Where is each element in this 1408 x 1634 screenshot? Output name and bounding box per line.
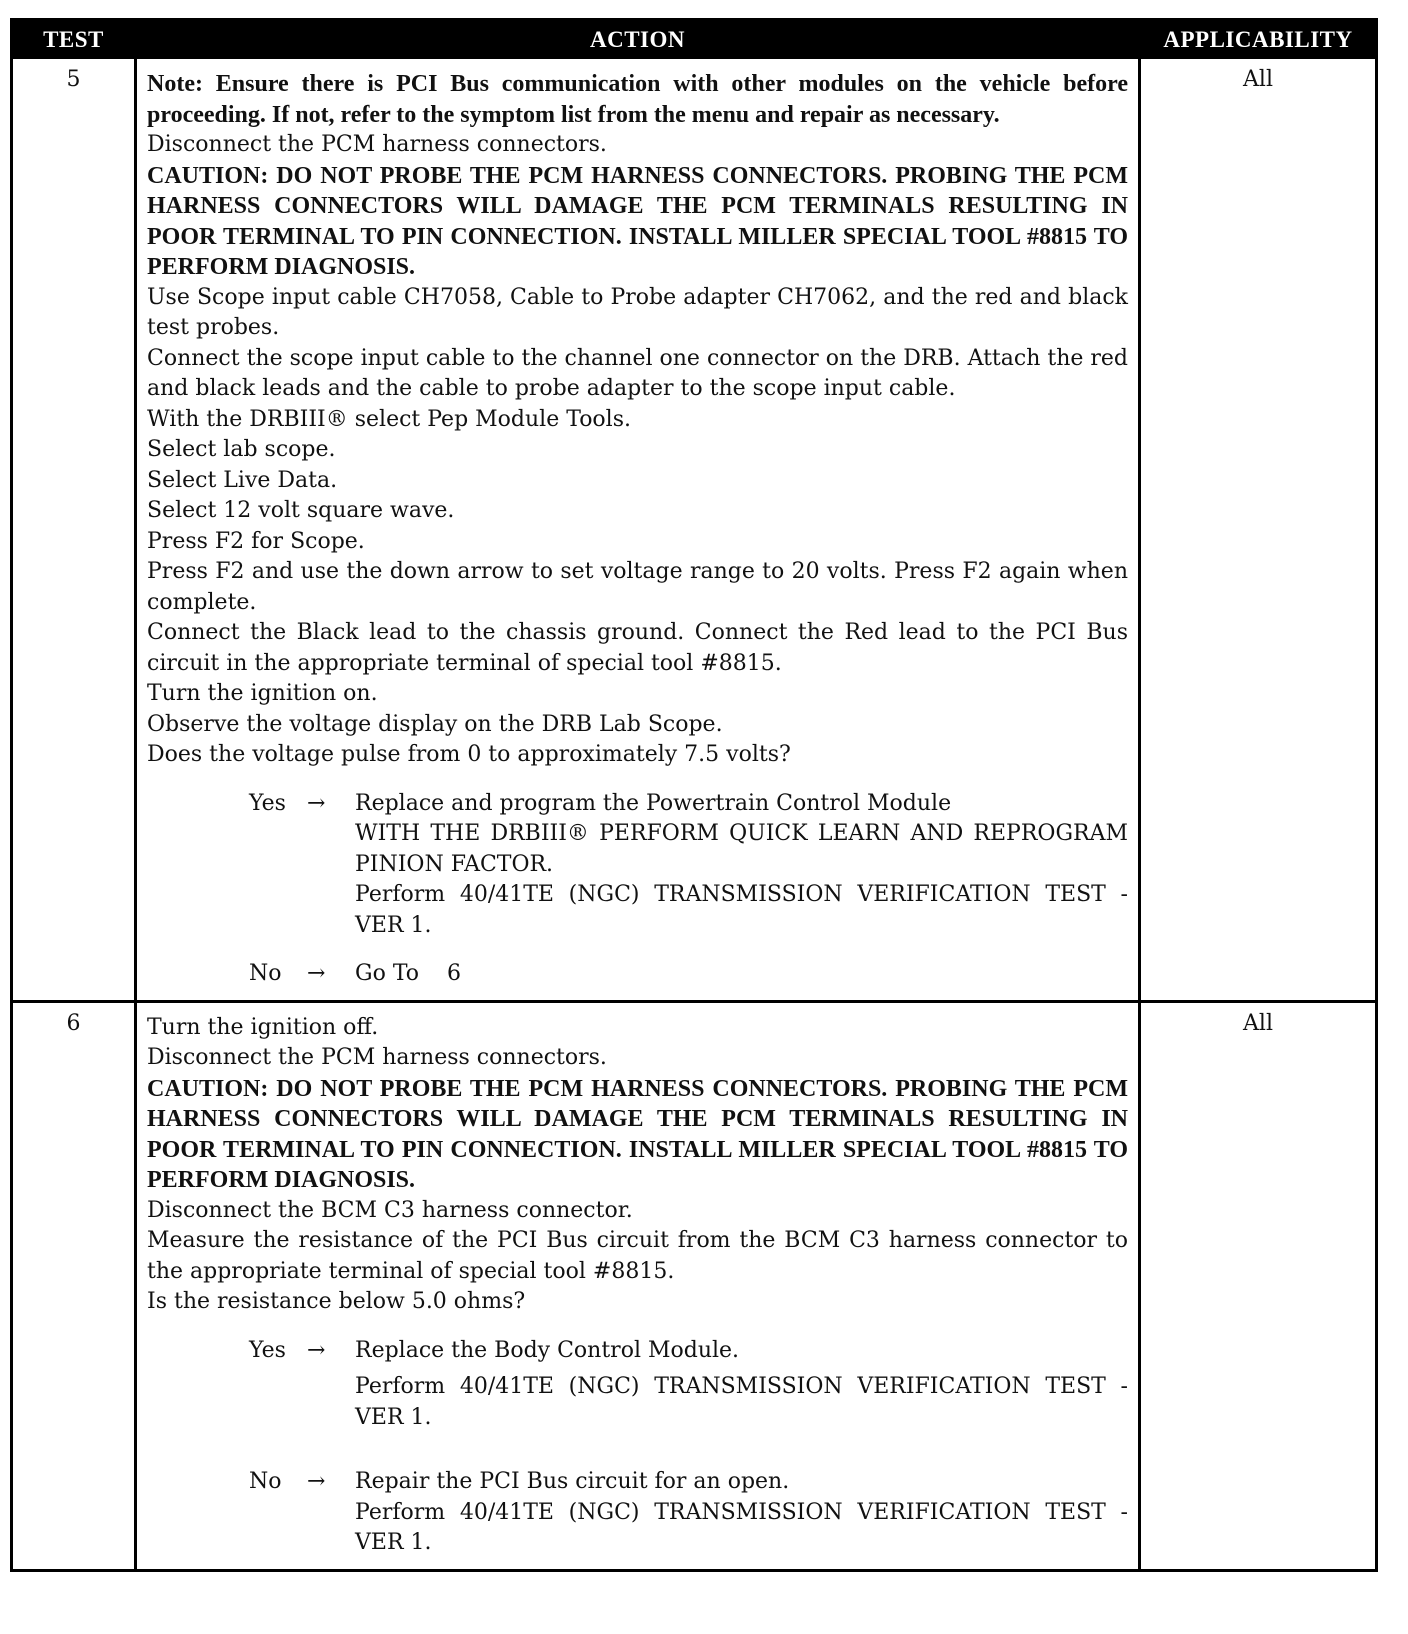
step-text: Press F2 for Scope. [147,528,365,554]
step-text: Turn the ignition on. [147,681,378,706]
header-action: ACTION [589,27,685,52]
header-applicability: APPLICABILITY [1163,27,1353,52]
result-line: Repair the PCI Bus circuit for an open. [355,1469,790,1494]
right-arrow-icon: → [307,790,326,816]
step-text: Use Scope input cable CH7058, Cable to Probe adapter CH7062, and the red and black test probes. [147,284,1128,340]
result-line: Replace the Body Control Module. [355,1337,740,1363]
yes-label: Yes [249,790,286,816]
step-text: Disconnect the PCM harness connectors. [147,132,607,157]
test-number: 5 [66,67,81,92]
applicability-value: All [1243,1010,1273,1036]
action-cell [134,1003,1141,1569]
table-row-test-6 [13,1000,1375,1569]
no-result [355,959,1128,990]
no-label: No [249,1469,282,1494]
result-line: Go To 6 [355,961,461,986]
yes-option [249,789,1128,942]
result-line: Perform 40/41TE (NGC) TRANSMISSION VERIFICATION TEST - VER 1. [355,882,1128,938]
no-result [355,1467,1128,1559]
yes-label: Yes [249,1337,286,1363]
right-arrow-icon: → [307,1469,326,1494]
result-line: Perform 40/41TE (NGC) TRANSMISSION VERIFICATION TEST - VER 1. [355,1374,1128,1430]
applicability-value: All [1243,67,1273,92]
step-text: Select 12 volt square wave. [147,498,455,523]
no-label: No [249,961,282,986]
step-text: Select Live Data. [147,467,338,493]
yes-result [355,789,1128,942]
step-text: Observe the voltage display on the DRB Lab Scope. [147,711,723,737]
right-arrow-icon: → [307,1337,326,1363]
test-number: 6 [66,1010,81,1036]
result-line: WITH THE DRBIII® PERFORM QUICK LEARN AND REPROGRAM PINION FACTOR. [355,821,1128,877]
no-option [249,959,1128,990]
result-line: Perform 40/41TE (NGC) TRANSMISSION VERIFICATION TEST - VER 1. [355,1499,1128,1555]
right-arrow-icon: → [307,961,326,986]
yes-option [249,1336,1128,1434]
step-text: Select lab scope. [147,437,336,462]
step-text: Press F2 and use the down arrow to set voltage range to 20 volts. Press F2 again when complete. [147,559,1128,615]
step-text: Turn the ignition off. [147,1014,379,1040]
step-text: Connect the scope input cable to the channel one connector on the DRB. Attach the red and black leads and the cable to probe adapter to the scope input cable. [147,345,1128,401]
step-text: Disconnect the PCM harness connectors. [147,1045,607,1070]
yes-result [355,1336,1128,1434]
step-text: Measure the resistance of the PCI Bus circuit from the BCM C3 harness connector to the appropriate terminal of special tool #8815. [147,1228,1128,1284]
step-text: With the DRBIII® select Pep Module Tools. [147,406,631,432]
caution-text: CAUTION: DO NOT PROBE THE PCM HARNESS CONNECTORS. PROBING THE PCM HARNESS CONNECTORS WILL DAMAGE THE PCM TERMINALS RESULTING IN POOR TERMINAL TO PIN CONNECTION. INSTALL MILLER SPECIAL TOOL #8815 TO PERFORM DIAGNOSIS. [147,1075,1128,1193]
question-text: Does the voltage pulse from 0 to approximately 7.5 volts? [147,742,791,767]
diagnostic-table [10,18,1378,1572]
question-text: Is the resistance below 5.0 ohms? [147,1289,526,1314]
step-text: Connect the Black lead to the chassis ground. Connect the Red lead to the PCI Bus circuit in the appropriate terminal of special tool #8815. [147,620,1128,676]
caution-text: CAUTION: DO NOT PROBE THE PCM HARNESS CONNECTORS. PROBING THE PCM HARNESS CONNECTORS WILL DAMAGE THE PCM TERMINALS RESULTING IN POOR TERMINAL TO PIN CONNECTION. INSTALL MILLER SPECIAL TOOL #8815 TO PERFORM DIAGNOSIS. [147,162,1128,280]
table-header [13,21,1375,59]
action-cell [134,59,1141,1000]
note-text: Note: Ensure there is PCI Bus communication with other modules on the vehicle before proceeding. If not, refer to the symptom list from the menu and repair as necessary. [147,71,1128,128]
header-test: TEST [43,27,104,52]
no-option [249,1467,1128,1559]
step-text: Disconnect the BCM C3 harness connector. [147,1197,633,1223]
result-line: Replace and program the Powertrain Control Module [355,790,952,816]
table-row-test-5 [13,59,1375,1000]
